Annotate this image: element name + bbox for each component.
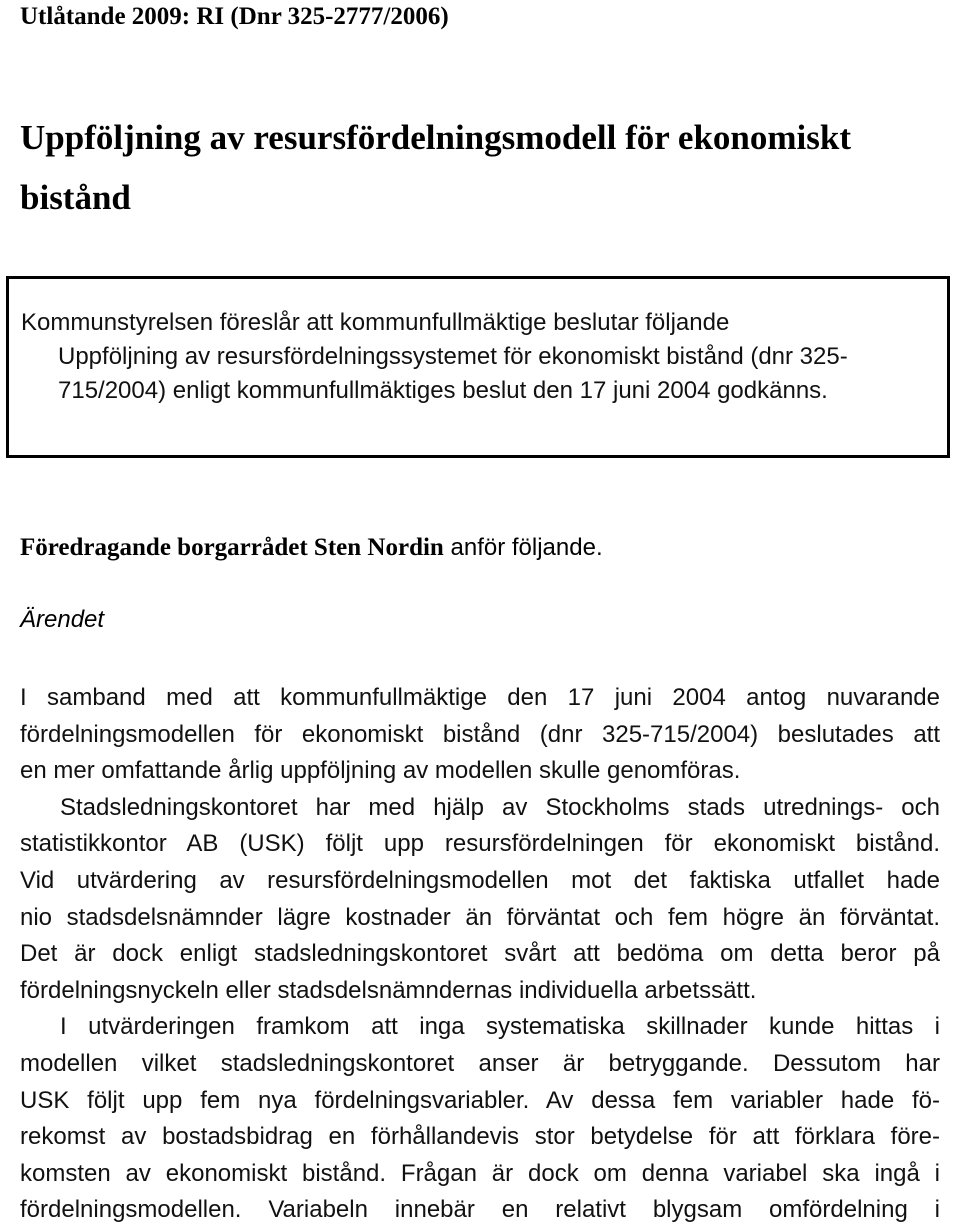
body-line: en mer omfattande årlig uppföljning av modellen skulle genomföras. — [20, 757, 741, 785]
body-line: Vid utvärdering av resursfördelningsmodellen mot det faktiska utfallet hade — [20, 866, 940, 894]
section-heading: Ärendet — [20, 606, 105, 633]
presenter-statement — [20, 532, 603, 564]
body-line: statistikkontor AB (USK) följt upp resursfördelningen för ekonomiskt bistånd. — [20, 830, 940, 858]
proposal-box — [6, 276, 950, 458]
body-line: fördelningsmodellen för ekonomiskt bistånd (dnr 325-715/2004) beslutades att — [20, 720, 940, 748]
presenter-name: Föredragande borgarrådet Sten Nordin — [20, 534, 444, 561]
body-line: Det är dock enligt stadsledningskontoret svårt att bedöma om detta beror på — [20, 940, 940, 968]
section-body — [20, 680, 940, 1229]
document-title-line-2: bistånd — [20, 178, 131, 217]
proposal-line: Uppföljning av resursfördelningssystemet för ekonomiskt bistånd (dnr 325- — [58, 343, 848, 370]
body-line: nio stadsdelsnämnder lägre kostnader än förväntat och fem högre än förväntat. — [20, 903, 940, 931]
proposal-line: Kommunstyrelsen föreslår att kommunfullmäktige beslutar följande — [21, 309, 730, 336]
document-title-line-1: Uppföljning av resursfördelningsmodell för ekonomiskt — [20, 118, 852, 157]
body-line: fördelningsnyckeln eller stadsdelsnämndernas individuella arbetssätt. — [20, 976, 757, 1004]
body-line: rekomst av bostadsbidrag en förhållandevis stor betydelse för att förklara före- — [20, 1123, 940, 1151]
document-reference: Utlåtande 2009: RI (Dnr 325-2777/2006) — [20, 3, 449, 30]
proposal-text — [21, 306, 941, 408]
body-line: I samband med att kommunfullmäktige den 17 juni 2004 antog nuvarande — [20, 684, 940, 711]
body-line: I utvärderingen framkom att inga systematiska skillnader kunde hittas i — [60, 1013, 940, 1041]
body-line: USK följt upp fem nya fördelningsvariabler. Av dessa fem variabler hade fö- — [20, 1086, 940, 1114]
body-line: fördelningsmodellen. Variabeln innebär en relativt blygsam omfördelning i — [20, 1196, 940, 1224]
body-line: Stadsledningskontoret har med hjälp av Stockholms stads utrednings- och — [60, 793, 940, 821]
body-line: modellen vilket stadsledningskontoret anser är betryggande. Dessutom har — [20, 1049, 940, 1077]
presenter-rest: anför följande. — [443, 534, 603, 561]
proposal-line: 715/2004) enligt kommunfullmäktiges beslut den 17 juni 2004 godkänns. — [58, 377, 828, 404]
document-title — [20, 108, 940, 228]
body-line: komsten av ekonomiskt bistånd. Frågan är dock om denna variabel ska ingå i — [20, 1159, 940, 1187]
